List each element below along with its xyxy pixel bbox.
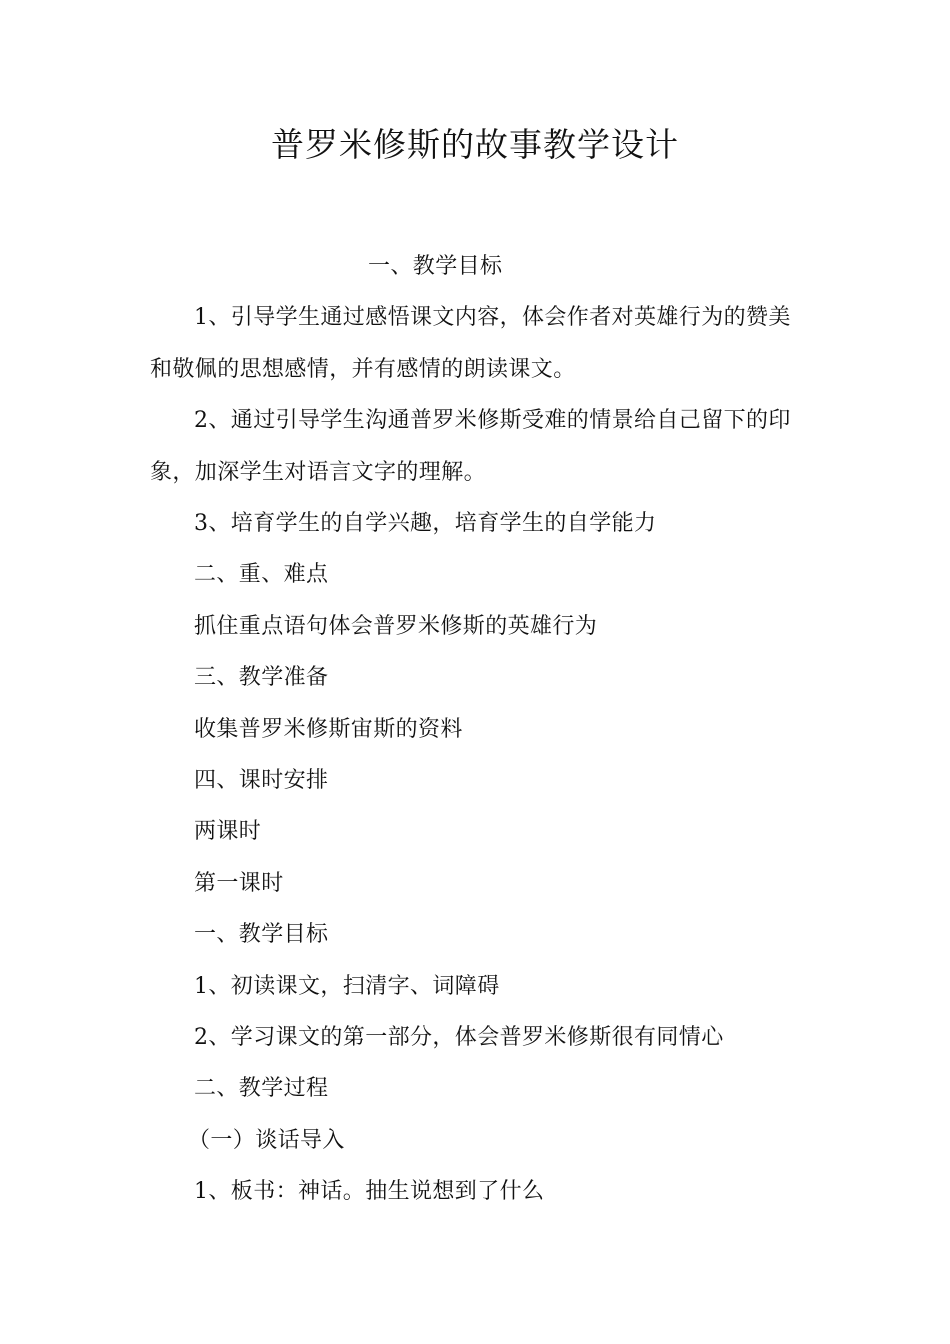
section-heading-preparation: 三、教学准备 (194, 665, 329, 690)
paragraph-line: 两课时 (194, 819, 262, 844)
section-heading-key-points: 二、重、难点 (194, 562, 329, 587)
document-title: 普罗米修斯的故事教学设计 (271, 125, 679, 164)
paragraph-line: 2、学习课文的第一部分，体会普罗米修斯很有同情心 (194, 1025, 724, 1050)
paragraph-line: 和敬佩的思想感情，并有感情的朗读课文。 (150, 357, 576, 382)
paragraph-line: 3、培育学生的自学兴趣，培育学生的自学能力 (194, 511, 657, 536)
section-heading-objectives: 一、教学目标 (194, 922, 329, 947)
subsection-heading: （一）谈话导入 (188, 1128, 345, 1153)
paragraph-line: 收集普罗米修斯宙斯的资料 (194, 717, 463, 742)
section-heading-objectives: 一、教学目标 (368, 254, 503, 279)
paragraph-line: 象，加深学生对语言文字的理解。 (150, 460, 487, 485)
paragraph-line: 抓住重点语句体会普罗米修斯的英雄行为 (194, 614, 598, 639)
section-heading-schedule: 四、课时安排 (194, 768, 329, 793)
paragraph-line: 1、初读课文，扫清字、词障碍 (194, 974, 500, 999)
paragraph-line: 1、引导学生通过感悟课文内容，体会作者对英雄行为的赞美 (194, 305, 791, 330)
paragraph-line: 1、板书：神话。抽生说想到了什么 (194, 1179, 545, 1204)
lesson-heading: 第一课时 (194, 871, 284, 896)
section-heading-process: 二、教学过程 (194, 1076, 329, 1101)
paragraph-line: 2、通过引导学生沟通普罗米修斯受难的情景给自己留下的印 (194, 408, 791, 433)
